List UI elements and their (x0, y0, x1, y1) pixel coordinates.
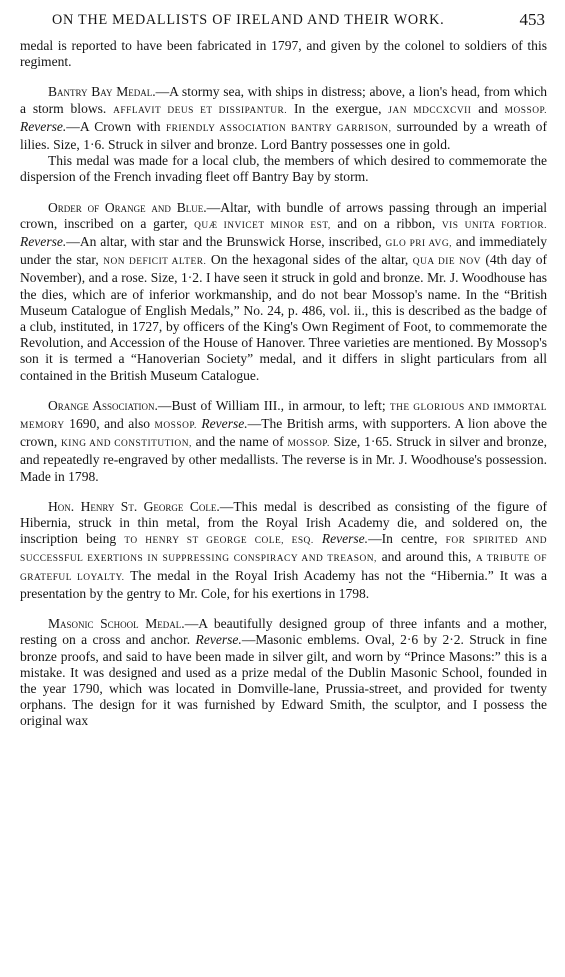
entry-heading: Masonic School Medal. (48, 616, 185, 632)
inscription: JAN MDCCXCVII (388, 105, 472, 116)
entry-text: —An altar, with star and the Brunswick Horse, inscribed, (66, 234, 386, 250)
entry-masonic-school-medal (20, 616, 547, 729)
reverse-label: Reverse. (201, 416, 248, 432)
entry-henry-st-george-cole (20, 499, 547, 602)
entry-text: and the name of (191, 434, 288, 450)
entry-heading: Hon. Henry St. George Cole. (48, 498, 220, 514)
entry-text: —This medal is described as consisting of the figure of Hibernia, struck in thin metal, from the Royal Irish Academy die, and soldered on, the inscription being (20, 498, 547, 547)
inscription: GLO PRI AVG, (385, 239, 452, 250)
inscription: MOSSOP. (154, 421, 197, 432)
entry-order-of-orange-and-blue (20, 200, 547, 384)
entry-bantry-bay-medal (20, 84, 547, 185)
entry-orange-association (20, 398, 547, 485)
entry-paragraph (20, 499, 547, 602)
entry-text: —A Crown with (66, 118, 166, 134)
inscription: QUÆ INVICET MINOR EST, (194, 220, 331, 231)
entry-text: —The British arms, with supporters. A lion above the crown, (20, 416, 547, 450)
reverse-label: Reverse. (20, 234, 67, 250)
entry-text: surrounded by a wreath of lilies. Size, 1·6. Struck in silver and bronze. Lord Bantry possesses one in gold. (20, 118, 547, 153)
entry-text: —A stormy sea, with ships in distress; above, a lion's head, from which a storm blows. (20, 84, 547, 116)
entry-text: —In centre, (368, 531, 446, 547)
body-text (20, 38, 547, 730)
entry-text: —A beautifully designed group of three infants and a mother, resting on a cross and anchor. (20, 616, 547, 648)
inscription: NON DEFICIT ALTER. (103, 257, 207, 268)
entry-text: —Masonic emblems. Oval, 2·6 by 2·2. Struck in fine bronze proofs, and said to have been made in silver gilt, and worn by “Prince Masons:” this is a mistake. It was designed and used as a prize medal of the Dublin Masonic School, founded in the year 1790, which was located in Domville-lane, Prussia-street, and provided for twenty orphans. The design for it was furnished by Edward Smith, the sculptor, and I possess the original wax (20, 632, 547, 729)
entry-paragraph (20, 84, 547, 153)
inscription: QUA DIE NOV (412, 257, 481, 268)
entry-text: and immediately under the star, (20, 234, 547, 268)
entry-heading: Bantry Bay Medal. (48, 84, 156, 100)
entry-text: and on a ribbon, (330, 215, 442, 231)
entry-text: 1690, and also (64, 416, 155, 432)
inscription: FRIENDLY ASSOCIATION BANTRY GARRISON, (165, 123, 392, 134)
continuation-paragraph: medal is reported to have been fabricated in 1797, and given by the colonel to soldiers of this regiment. (20, 38, 547, 70)
running-title: ON THE MEDALLISTS OF IRELAND AND THEIR WORK. (52, 12, 445, 28)
entry-text: The medal in the Royal Irish Academy has not the “Hibernia.” It was a presentation by the gentry to Mr. Cole, for his exertions in 1798. (20, 567, 547, 601)
running-head (20, 8, 547, 38)
inscription: AFFLAVIT DEUS ET DISSIPANTUR. (113, 105, 288, 116)
entry-paragraph (20, 200, 547, 384)
entry-text: and around this, (376, 549, 476, 565)
entry-heading: Order of Orange and Blue. (48, 199, 207, 215)
inscription: FOR SPIRITED AND SUCCESSFUL EXERTIONS IN SUPPRESSING CONSPIRACY AND TREASON, (20, 536, 548, 565)
inscription: A TRIBUTE OF GRATEFUL LOYALTY. (20, 554, 547, 583)
entry-text: —Bust of William III., in armour, to left; (157, 397, 390, 413)
entry-paragraph (20, 398, 547, 485)
reverse-label: Reverse. (195, 632, 242, 648)
entry-note-paragraph: This medal was made for a local club, the members of which desired to commemorate the dispersion of the French invading fleet off Bantry Bay by storm. (20, 153, 547, 185)
inscription: KING AND CONSTITUTION, (61, 439, 192, 450)
entry-text: (4th day of November), and a rose. Size, 1·2. I have seen it struck in gold and bronze. Mr. J. Woodhouse has the dies, which are of inferior workmanship, and do not bear Mossop's name. In the “British Museum Catalogue of English Medals,” No. 24, p. 486, vol. ii., this is described as the badge of a club, instituted, in 1727, by officers of the King's Own Regiment of Foot, to commemorate the Revolution, and Accession of the House of Hanover. Three varieties are mentioned. By Mossop's son it is termed a “Hanoverian Society” medal, and it differs in slight particulars from all contained in the British Museum Catalogue. (20, 252, 547, 383)
inscription: TO HENRY ST GEORGE COLE, ESQ. (124, 536, 314, 547)
entry-paragraph (20, 616, 547, 729)
page-number: 453 (519, 10, 545, 29)
entry-text: In the exergue, (287, 100, 389, 116)
inscription: MOSSOP. (287, 439, 330, 450)
entry-text: —Altar, with bundle of arrows passing through an imperial crown, inscribed on a garter, (20, 199, 547, 231)
entry-text: and (471, 100, 505, 116)
reverse-label: Reverse. (20, 118, 67, 134)
entry-text: On the hexagonal sides of the altar, (206, 252, 413, 268)
entry-heading: Orange Association. (48, 397, 158, 413)
reverse-label: Reverse. (321, 531, 369, 547)
entry-text: Size, 1·65. Struck in silver and bronze, and repeatedly re-engraved by other medallists. The reverse is in Mr. J. Woodhouse's possession. Made in 1798. (20, 434, 547, 484)
inscription: THE GLORIOUS AND IMMORTAL MEMORY (20, 402, 547, 432)
inscription: MOSSOP. (504, 105, 547, 116)
inscription: VIS UNITA FORTIOR. (441, 220, 547, 231)
